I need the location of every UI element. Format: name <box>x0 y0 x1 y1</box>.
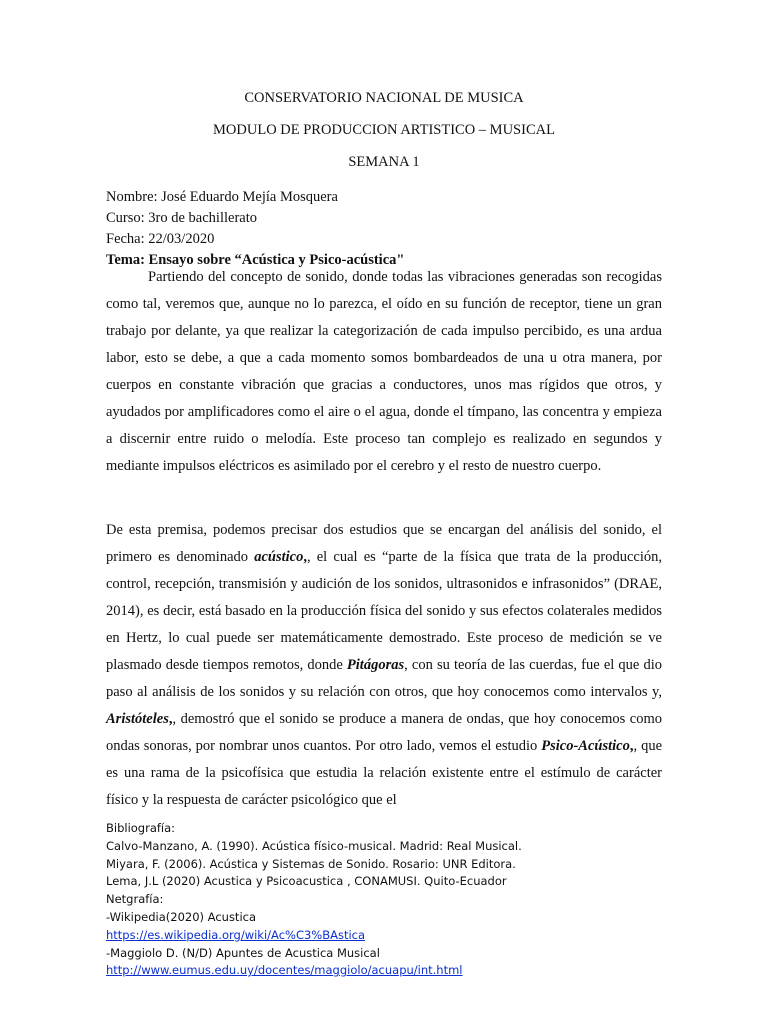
date: Fecha: 22/03/2020 <box>106 231 215 247</box>
bib-entry: Miyara, F. (2006). Acústica y Sistemas de Sonido. Rosario: UNR Editora. <box>106 856 516 871</box>
web-entry-label: -Wikipedia(2020) Acustica <box>106 909 257 924</box>
student-info <box>106 187 404 271</box>
paragraph-2: De esta premisa, podemos precisar dos estudios que se encargan del análisis del sonido, el primero es denominado acústico,, el cual es “parte de la física que trata de la producción, control, recepción, transmisión y audición de los sonidos, ultrasonidos e infrasonidos” (DRAE, 2014), es decir, está basado en la producción física del sonido y sus efectos colaterales medidos en Hertz, lo cual puede ser matemáticamente demostrado. Este proceso de medición se ve plasmado desde tiempos remotos, donde Pitágoras, con su teoría de las cuerdas, fue el que dio paso al análisis de los sonidos y su relación con otros, que hoy conocemos como intervalos y, Aristóteles,, demostró que el sonido se produce a manera de ondas, que hoy conocemos como ondas sonoras, por nombrar unos cuantos. Por otro lado, vemos el estudio Psico-Acústico,, que es una rama de la psicofísica que estudia la relación existente entre el estímulo de carácter físico y la respuesta de carácter psicológico que el <box>106 522 662 808</box>
week-title: SEMANA 1 <box>348 154 420 170</box>
term-pitagoras: Pitágoras <box>346 657 405 673</box>
web-entry-label: -Maggiolo D. (N/D) Apuntes de Acustica Musical <box>106 945 380 960</box>
bib-entry: Lema, J.L (2020) Acustica y Psicoacustica , CONAMUSI. Quito-Ecuador <box>106 874 507 889</box>
wikipedia-link[interactable]: https://es.wikipedia.org/wiki/Ac%C3%BAstica <box>106 927 366 942</box>
course: Curso: 3ro de bachillerato <box>106 210 257 226</box>
student-name: Nombre: José Eduardo Mejía Mosquera <box>106 189 338 205</box>
paragraph-1: Partiendo del concepto de sonido, donde todas las vibraciones generadas son recogidas como tal, veremos que, aunque no lo parezca, el oído en su función de receptor, tiene un gran trabajo por delante, ya que realizar la categorización de cada impulso percibido, es una ardua labor, esto se debe, a que a cada momento somos bombardeados de una u otra manera, por cuerpos en constante vibración que gracias a conductores, unos mas rígidos que otros, y ayudados por amplificadores como el aire o el agua, donde el tímpano, las concentra y empieza a discernir entre ruido o melodía. Este proceso tan complejo es realizado en segundos y mediante impulsos eléctricos es asimilado por el cerebro y el resto de nuestro cuerpo. <box>106 269 662 474</box>
eumus-link[interactable]: http://www.eumus.edu.uy/docentes/maggiolo/acuapu/int.html <box>106 963 463 978</box>
topic: Tema: Ensayo sobre “Acústica y Psico-acústica" <box>106 252 405 268</box>
module-title: MODULO DE PRODUCCION ARTISTICO – MUSICAL <box>213 122 555 138</box>
term-acustico: acústico <box>254 549 304 565</box>
netgrafia-title: Netgrafía: <box>106 892 164 907</box>
term-psico-acustico: Psico-Acústico <box>541 738 630 754</box>
institution-title: CONSERVATORIO NACIONAL DE MUSICA <box>244 90 524 106</box>
bibliography-title: Bibliografía: <box>106 821 176 835</box>
bib-entry: Calvo-Manzano, A. (1990). Acústica físico-musical. Madrid: Real Musical. <box>106 838 522 853</box>
bibliography <box>106 820 522 980</box>
term-aristoteles: Aristóteles <box>106 711 169 727</box>
